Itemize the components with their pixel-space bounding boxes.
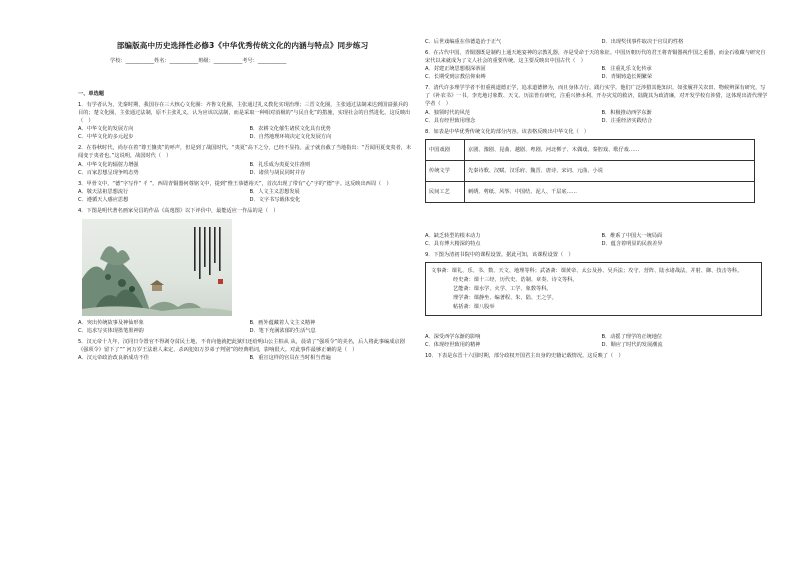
doc-title: 部编版高中历史选择性必修3《中华优秀传统文化的内涵与特点》同步练习 [116,41,369,50]
options [425,65,770,81]
question-text: 10．下表是东晋十六国时期，部分政权开国君主出身的史籍记载情况。这反映了（ ） [425,353,624,360]
option-a[interactable]: A．中华文化的发展方向 [78,126,134,133]
option-a[interactable]: A．缺乏转型的根本动力 [425,232,481,239]
landscape-painting-image [82,219,232,316]
option-b[interactable]: B．人文主义思想发展 [249,188,300,195]
option-c[interactable]: C．具有博大精深的特点 [425,240,481,247]
option-d[interactable]: D．注重经济实践结合 [601,117,653,124]
question-text: 1．有学者认为，先秦时期，我国存在三大核心文化圈：齐鲁文化圈，主张通过礼义教化实现治理；三晋文化圈，主张通过法制来达到国富强兵的目的；楚文化圈，主张通过法制，原不主张礼义，认为应该以法制，而是采取一种相对消极的“与民自化”的措施，实现社会的自然进化。这反映出（ ） [78,102,411,125]
curriculum-box [425,262,762,316]
question-3 [78,180,413,204]
option-b[interactable]: B．积极推动西学东渐 [601,109,652,116]
option-b[interactable]: B．农耕文化催生诸侯文化具有优势 [249,126,331,133]
table-row [426,139,755,160]
table-row [426,160,755,181]
question-6 [425,49,770,81]
options [425,232,770,248]
option-d[interactable]: D．笔下充满浓郁的生活气息 [249,327,316,334]
option-c[interactable]: C．遵循天人感应思想 [78,196,129,203]
question-10 [425,352,770,360]
question-text: 2．在春秋时代，尚存在着“尊王攘夷”的呼声，但是到了战国时代，“夷夏”高下之分，已经不显持。孟子就直截了当地指出：“吾闻用夏变夷者，未闻变于夷者也。”这说明，战国时代（ ） [78,145,412,160]
student-info-line: 学校：___________姓名：___________班级：___________考号：___________ [110,58,287,64]
table-cell: 刺绣、剪纸、风筝、中国结、泥人、千层底…… [465,181,755,202]
question-text: 9．下图为清初书院中的课程设置。据此可知，该课程设置（ ） [425,251,574,258]
option-a[interactable]: A．中华文化的辐射力增强 [78,161,139,168]
options [78,161,413,177]
option-c[interactable]: C．后世戏编重在伟德造治于正气 [425,39,502,45]
table-cell-head: 中国戏剧 [426,139,465,160]
option-d[interactable]: D．文字书写载体变化 [249,196,301,203]
question-text: 3．甲骨文中，“德”字写作“ 彳 ”。西周青铜器何尊铭文中，提到“惟王恭德裕天”，首次出现了带有“心”字的“德”字。这反映出西周（ ） [78,180,392,187]
question-5 [78,338,413,362]
option-a[interactable]: A．汉元帝政治改良新成功不佳 [78,355,149,362]
box-line: 艺能斋：课水学、火学、工学、象数等科。 [453,286,552,292]
question-8 [425,128,770,248]
option-b[interactable]: B．动摇了理学的正统地位 [601,334,663,341]
box-line: 帖括斋：课八股举 [453,304,495,311]
option-a[interactable]: A．封建正统思想根深蒂固 [425,66,486,73]
section-heading: 一、单选题 [78,91,104,97]
option-b[interactable]: B．重宣这样的官员在当时相当普遍 [249,355,331,362]
option-a[interactable]: A．独领时代的风范 [425,109,471,116]
option-c[interactable]: C．百家思想呈现争鸣态势 [78,169,139,176]
question-text: 6．在古代中国，青铜器既是制约上通天地宴神的宗教礼器，亦是受命于天的象征。中国历朝历代的君王将青铜器视作国之重器，而金石收藏与研究自宋代以来就成为了文人社会的重要传统。这主要反映出中国古代（ ） [425,50,766,65]
option-a[interactable]: A．突出传统故事及神仙形象 [78,319,144,326]
options [425,109,770,125]
culture-table [425,139,755,203]
option-c[interactable]: C．体现经世致用的精神 [425,342,481,349]
box-line: 文事斋：课礼、乐、书、数、天文、地理等科；武备斋：课黄帝、太公及孙、吴兵法；攻守、营阵、陆水诸战法，并射、御、技击等科。 [431,267,743,274]
option-d[interactable]: D．青铜铸造长期繁荣 [601,74,653,81]
option-d[interactable]: D．顺应了时代的发展潮流 [601,342,663,349]
option-b[interactable]: B．注重礼乐文化传承 [601,66,652,73]
table-row [426,181,755,202]
options [78,319,413,335]
table-cell-head: 民间工艺 [426,181,465,202]
table-cell: 先秦诗歌、汉赋、汉乐府、魏晋、唐诗、宋词、元曲、小说 [465,160,755,181]
option-b[interactable]: B．画外蕴藏着人文主义精神 [249,319,316,326]
options [425,333,770,349]
question-7 [425,84,770,124]
option-c[interactable]: C．长期受到宗教信仰束缚 [425,74,486,81]
options [78,188,413,204]
left-column [78,44,413,362]
option-d[interactable]: D．自然地理环境决定文化发展方向 [249,134,332,141]
box-line: 理学斋：课静坐、编著程、朱、陆、王之学。 [453,295,557,302]
option-b[interactable]: B．礼乐成为夷夏交往准则 [249,161,311,168]
options [425,38,770,46]
option-c[interactable]: C．追求写实体现墨笔墨神韵 [78,327,144,334]
table-cell: 京剧、豫剧、昆曲、越剧、粤剧、河北梆子、木偶戏、秦腔戏、歌仔戏…… [465,139,755,160]
question-text: 7．清代许多理学学者不但重视道德正学，追求道德修为，而且身体力行，践行实学。他们广泛涉猎其他知识，如张履祥关农田、物候辨深有研究，写了《补农书》一书。李光地讨象数、天文、历法皆有研究，注重兴修水利、开办灾荒的救济，陆陇其为政清廉，对开发学校有涉猎，这体现出清代理学学者（ ） [425,85,768,108]
option-d[interactable]: D．出现奖伐事件取决于官员的性格 [601,39,684,45]
option-a[interactable]: A．敬天法祖思想流行 [78,188,129,195]
option-d[interactable]: D．蕴含着明显的民族差异 [601,240,663,247]
question-4 [78,207,413,335]
table-cell-head: 传统文学 [426,160,465,181]
question-text: 5．汉元帝十九年，汉同日令置官不得剥夺贫民土地，不肯向他就把此狱归还给明山公主柏从 从，晨请了“强项令”的美名，后人将此事编成京剧《强项令》留下了“” 河万岁王法谁人来定，杀凶犯如万岁弟子判别”的经典唱词，影响很大。对此事件最够正确的是（ ） [78,339,405,354]
options [78,354,413,362]
right-column [425,38,770,360]
question-text: 4．下图是明代著名画家吴昌的作品《高逸图》以下评价中，最能适应一作品的是（ ） [78,207,279,214]
option-c[interactable]: C．具有经世致用理念 [425,117,476,124]
option-c[interactable]: C．中华文化的多元起步 [78,134,134,141]
option-b[interactable]: B．维系了中国大一统局面 [601,232,663,239]
option-d[interactable]: D．诸侯与胡民同时并存 [249,169,306,176]
box-line: 经史斋：课十三经、历代史、诰制、章奏、诗文等科。 [453,276,578,283]
question-text: 8．如表是中华优秀传统文化的部分内容。该表格反映出中华文化（ ） [425,128,590,135]
option-a[interactable]: A．深受西学东渐的影响 [425,334,481,341]
question-1 [78,101,413,141]
question-9 [425,251,770,350]
question-2 [78,144,413,176]
options [78,125,413,141]
